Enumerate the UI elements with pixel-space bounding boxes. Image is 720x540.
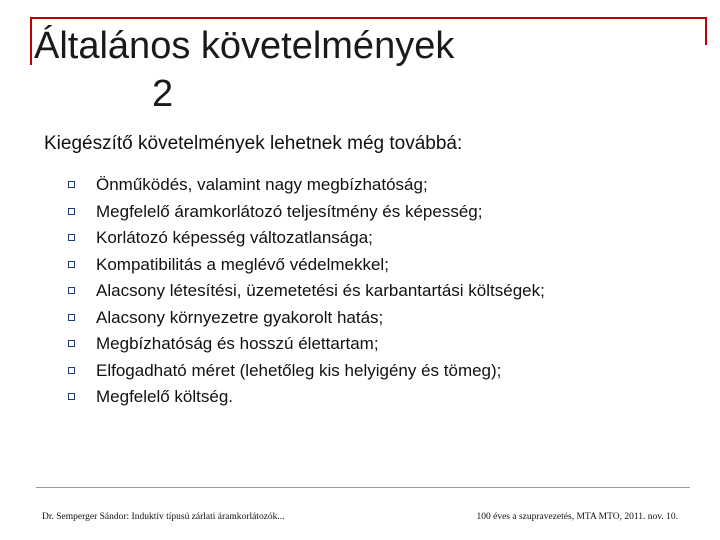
hollow-square-bullet-icon	[68, 234, 75, 241]
slide-title-line2: 2	[152, 73, 174, 115]
hollow-square-bullet-icon	[68, 287, 75, 294]
list-item-text: Megfelelő áramkorlátozó teljesítmény és képesség;	[96, 201, 483, 221]
list-item	[68, 358, 545, 385]
hollow-square-bullet-icon	[68, 208, 75, 215]
list-item	[68, 384, 545, 411]
list-item-text: Önműködés, valamint nagy megbízhatóság;	[96, 175, 428, 194]
list-item	[68, 331, 545, 358]
list-item-text: Alacsony létesítési, üzemetetési és karbantartási költségek;	[96, 281, 545, 300]
list-item-text: Megfelelő költség.	[96, 387, 234, 406]
hollow-square-bullet-icon	[68, 314, 75, 321]
slide-title	[34, 22, 634, 118]
hollow-square-bullet-icon	[68, 340, 75, 347]
list-item-text: Elfogadható méret (lehetőleg kis helyigény és tömeg);	[96, 360, 502, 380]
hollow-square-bullet-icon	[68, 367, 75, 374]
hollow-square-bullet-icon	[68, 261, 75, 268]
footer-divider	[36, 487, 690, 488]
list-item	[68, 172, 545, 199]
list-item	[68, 305, 545, 332]
hollow-square-bullet-icon	[68, 393, 75, 400]
list-item	[68, 278, 545, 305]
title-frame-right	[705, 17, 707, 45]
title-frame-left	[30, 17, 32, 65]
list-item	[68, 199, 545, 226]
footer-event: 100 éves a szupravezetés, MTA MTO, 2011. nov. 10.	[476, 512, 678, 522]
bullet-list	[68, 172, 545, 411]
list-item	[68, 225, 545, 252]
hollow-square-bullet-icon	[68, 181, 75, 188]
slide-title-line1: Általános követelmények	[34, 25, 455, 67]
intro-text: Kiegészítő követelmények lehetnek még továbbá:	[44, 133, 463, 154]
list-item-text: Kompatibilitás a meglévő védelmekkel;	[96, 254, 389, 274]
list-item-text: Korlátozó képesség változatlansága;	[96, 228, 373, 247]
title-frame-top	[30, 17, 707, 19]
list-item-text: Alacsony környezetre gyakorolt hatás;	[96, 307, 384, 327]
footer-author: Dr. Semperger Sándor: Induktív típusú zárlati áramkorlátozók...	[42, 512, 285, 522]
list-item	[68, 252, 545, 279]
list-item-text: Megbízhatóság és hosszú élettartam;	[96, 334, 379, 353]
